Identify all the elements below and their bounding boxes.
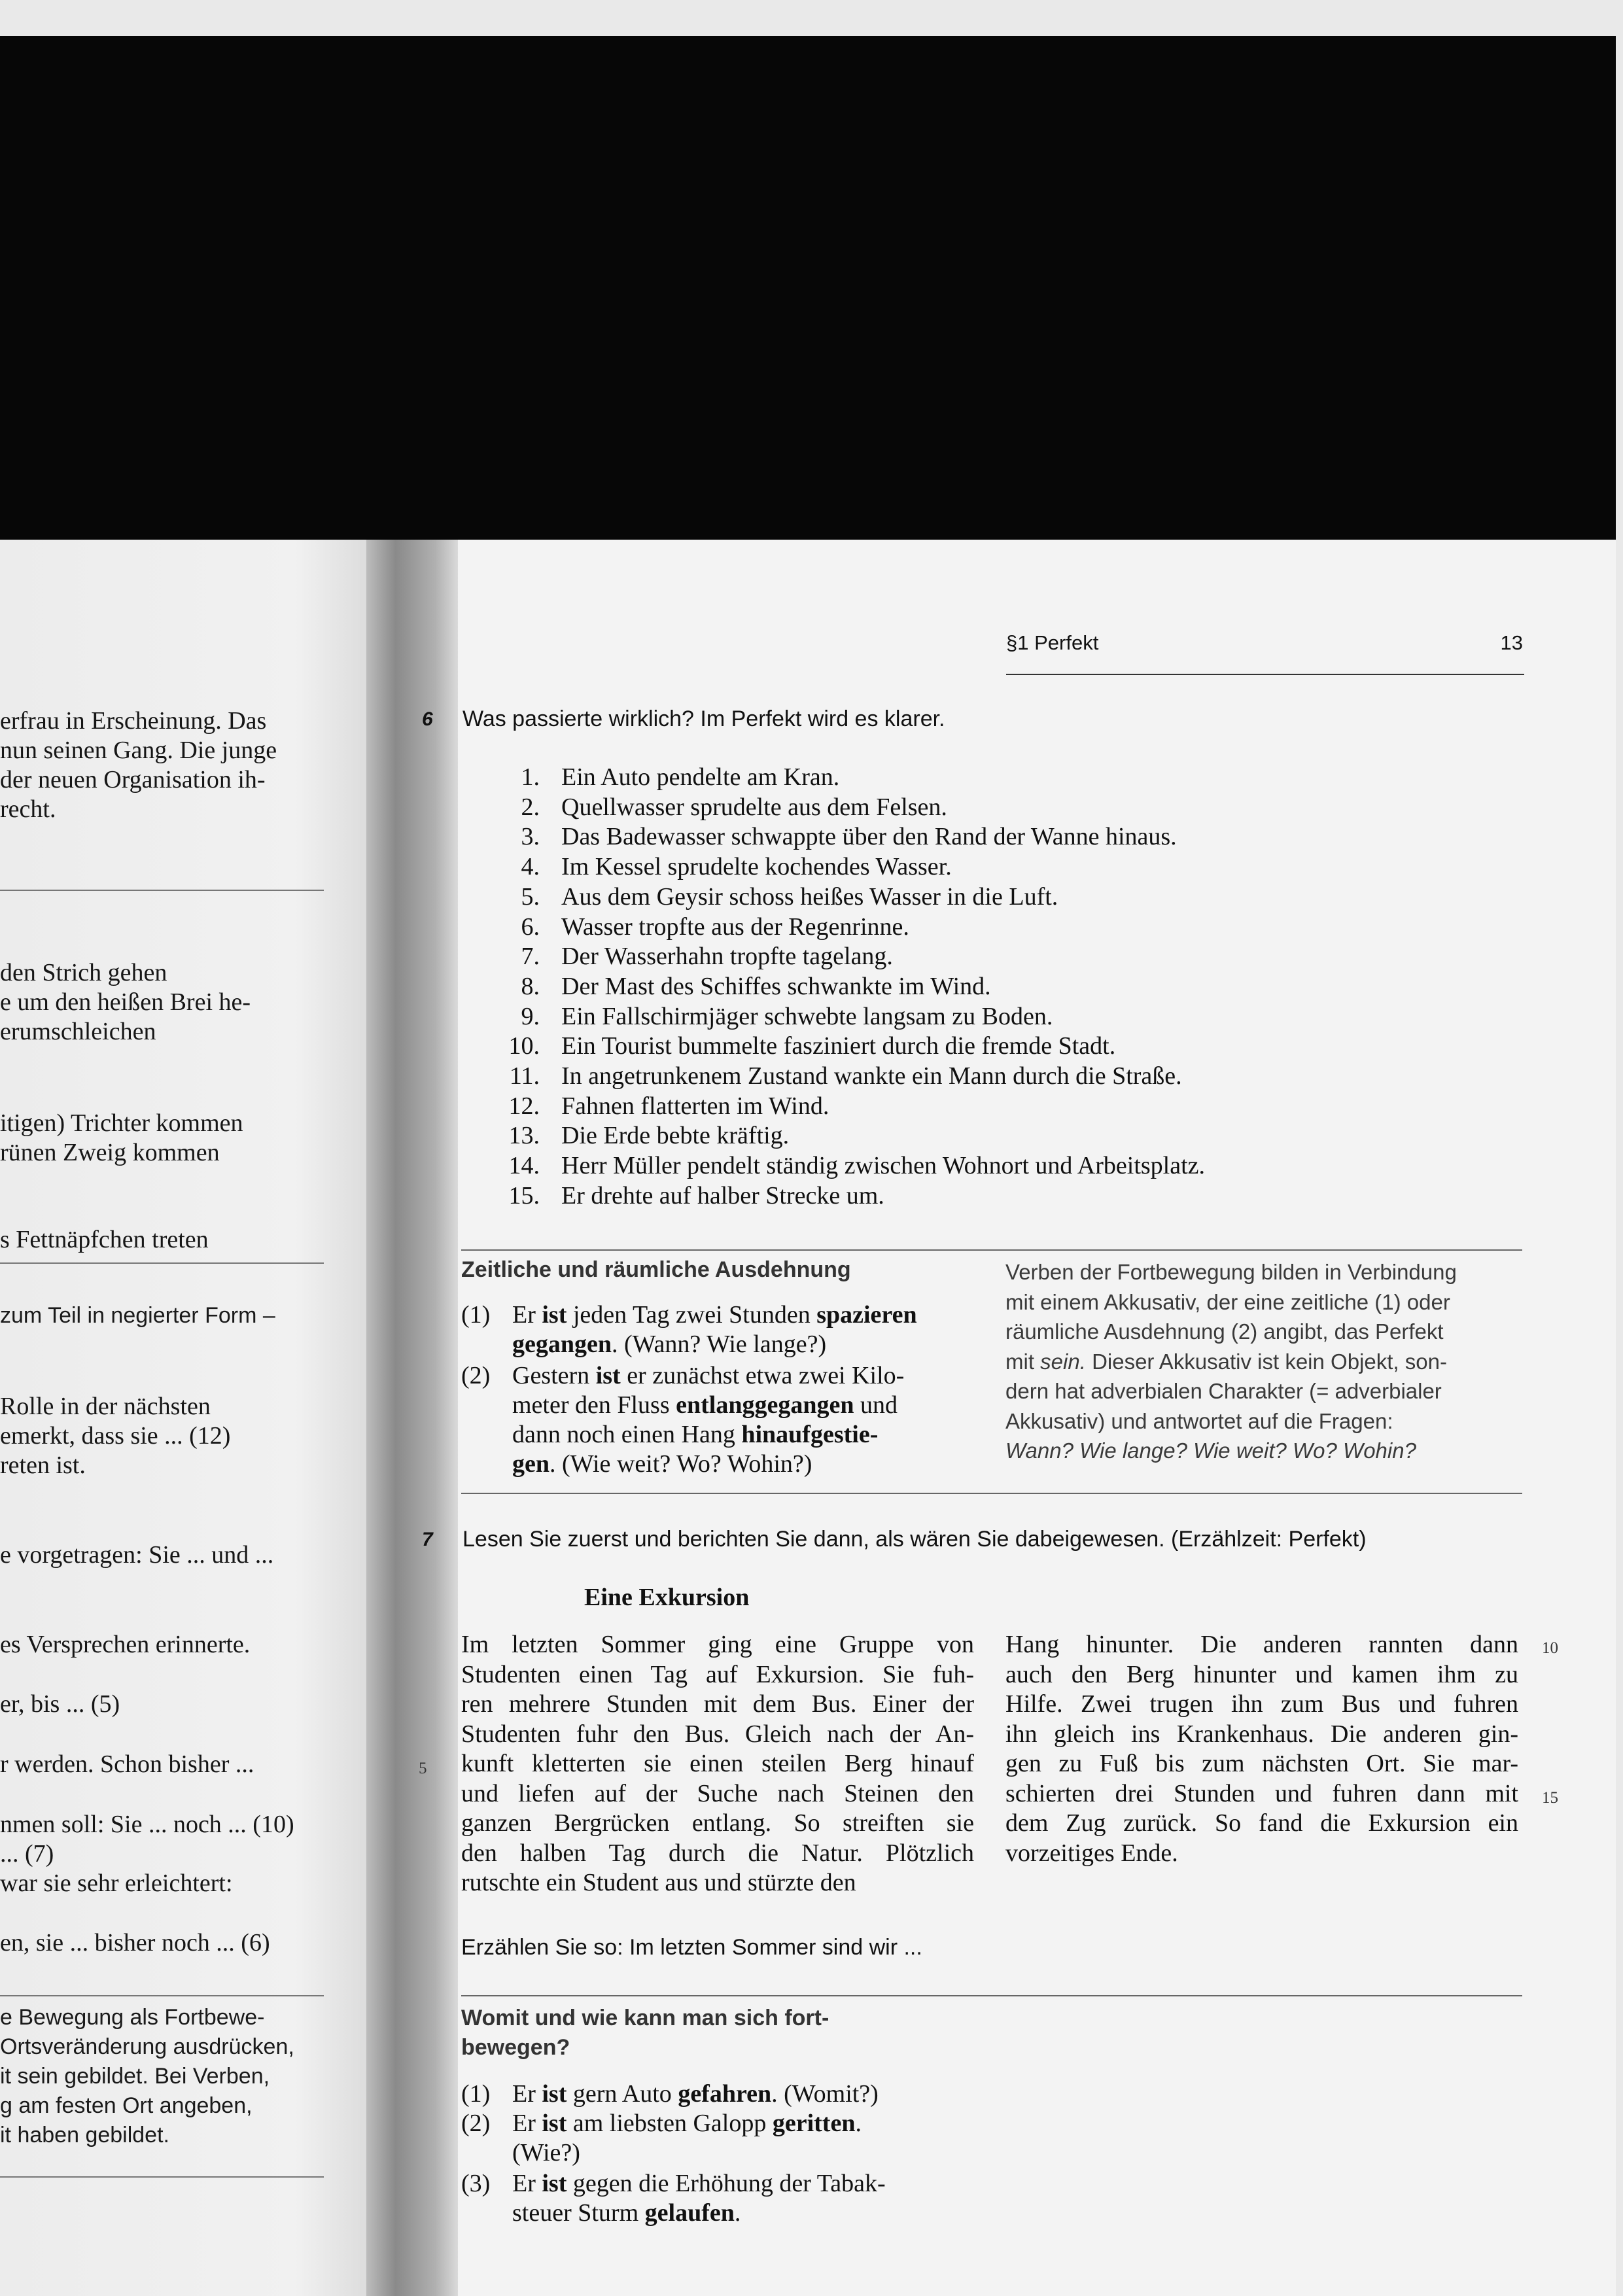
story-line: Im letzten Sommer ging eine Gruppe von [461,1631,974,1658]
example-line: gegangen. (Wann? Wie lange?) [512,1331,827,1358]
example-line: Gestern ist er zunächst etwa zwei Kilo- [512,1362,905,1389]
left-page-line: itigen) Trichter kommen [0,1109,243,1137]
left-page-line: erumschleichen [0,1018,156,1045]
left-page-line: e um den heißen Brei he- [0,988,251,1016]
example-number: (1) [461,2080,491,2108]
list-item: Im Kessel sprudelte kochendes Wasser. [561,853,952,881]
left-page-line: en, sie ... bisher noch ... (6) [0,1929,270,1957]
story-column-2 [1005,1630,1518,1868]
list-item-number: 1. [521,763,540,791]
grammar-box-top-rule [461,1995,1522,1996]
exercise-6-list [494,762,1344,1220]
section-title: §1 Perfekt [1006,631,1099,654]
story-line: Hilfe. Zwei trugen ihn zum Bus und fuhren [1005,1690,1518,1718]
example-line: Er ist gegen die Erhöhung der Tabak- [512,2170,886,2197]
grammar-box-bottom-rule [461,1493,1522,1494]
left-page-line: s Fettnäpfchen treten [0,1226,209,1253]
left-page-line: nmen soll: Sie ... noch ... (10) [0,1811,294,1838]
list-item: Der Wasserhahn tropfte tagelang. [561,943,893,971]
story-line: gen zu Fuß bis zum nächsten Ort. Sie mar- [1005,1750,1518,1777]
example-line: Er ist jeden Tag zwei Stunden spazieren [512,1301,917,1329]
exercise-number: 7 [422,1529,433,1550]
story-line: kunft kletterten sie einen steilen Berg hinauf [461,1750,974,1777]
story-line: und liefen auf der Suche nach Steinen den [461,1779,974,1807]
divider [0,890,324,891]
list-item-number: 6. [521,913,540,941]
left-page-line: erfrau in Erscheinung. Das [0,707,267,735]
example-line: (Wie?) [512,2139,580,2166]
example-line: gen. (Wie weit? Wo? Wohin?) [512,1450,812,1478]
example-number: (2) [461,1362,491,1389]
list-item: Das Badewasser schwappte über den Rand der Wanne hinaus. [561,823,1177,851]
grammar-box-title: Zeitliche und räumliche Ausdehnung [461,1257,851,1282]
book-gutter [366,540,464,2296]
left-page-line: rünen Zweig kommen [0,1139,220,1166]
list-item-number: 11. [509,1062,540,1090]
line-number: 10 [1542,1639,1558,1657]
list-item-number: 3. [521,823,540,851]
example-number: (2) [461,2110,491,2137]
story-line: dem Zug zurück. So fand die Exkursion ein [1005,1809,1518,1837]
header-rule [1006,674,1524,675]
left-page-line: it haben gebildet. [0,2123,169,2148]
example-line: dann noch einen Hang hinaufgestie- [512,1421,879,1448]
list-item: Wasser tropfte aus der Regenrinne. [561,913,909,941]
left-page-line: Rolle in der nächsten [0,1393,211,1420]
left-page-line: zum Teil in negierter Form – [0,1303,275,1328]
list-item: Quellwasser sprudelte aus dem Felsen. [561,793,947,821]
list-item-number: 12. [508,1092,540,1120]
left-page-line: Ortsveränderung ausdrücken, [0,2034,294,2059]
list-item-number: 8. [521,972,540,1000]
story-line: vorzeitiges Ende. [1005,1839,1178,1867]
story-line: rutschte ein Student aus und stürzte den [461,1869,856,1896]
story-title: Eine Exkursion [584,1584,750,1611]
left-page-line: reten ist. [0,1452,86,1479]
story-follow-up-instruction: Erzählen Sie so: Im letzten Sommer sind wir ... [461,1935,922,1960]
line-number: 5 [419,1760,427,1777]
list-item: Ein Fallschirmjäger schwebte langsam zu Boden. [561,1002,1053,1030]
left-page-line: e vorgetragen: Sie ... und ... [0,1541,274,1569]
left-page-line: it sein gebildet. Bei Verben, [0,2064,270,2089]
left-page-line: g am festen Ort angeben, [0,2093,253,2118]
example-number: (3) [461,2170,491,2197]
list-item-number: 10. [508,1032,540,1060]
story-line: Studenten einen Tag auf Exkursion. Sie fuh- [461,1660,974,1688]
left-page-line: war sie sehr erleichtert: [0,1870,233,1897]
list-item: Er drehte auf halber Strecke um. [561,1181,884,1209]
left-page-line: der neuen Organisation ih- [0,766,266,793]
list-item: Der Mast des Schiffes schwankte im Wind. [561,972,991,1000]
story-line: Studenten fuhr den Bus. Gleich nach der An- [461,1720,974,1748]
left-page-line: e Bewegung als Fortbewe- [0,2005,265,2030]
divider [0,1262,324,1264]
exercise-number: 6 [422,708,433,730]
grammar-examples [461,2079,978,2236]
story-column-1 [461,1630,974,1898]
left-page-line: nun seinen Gang. Die junge [0,737,277,764]
page-number: 13 [1500,631,1523,654]
story-line: den halben Tag durch die Natur. Plötzlich [461,1839,974,1867]
left-page-line: er, bis ... (5) [0,1690,120,1718]
left-page-line: emerkt, dass sie ... (12) [0,1422,231,1450]
story-line: ganzen Bergrücken entlang. So streiften sie [461,1809,974,1837]
left-page-line: recht. [0,795,56,823]
story-line: auch den Berg hinunter und kamen ihm zu [1005,1660,1518,1688]
list-item-number: 9. [521,1002,540,1030]
list-item-number: 14. [508,1152,540,1180]
divider [0,1995,324,1996]
grammar-box-top-rule [461,1249,1522,1251]
story-line: ihn gleich ins Krankenhaus. Die anderen gin- [1005,1720,1518,1748]
list-item-number: 5. [521,882,540,911]
example-line: Er ist gern Auto gefahren. (Womit?) [512,2080,879,2108]
list-item: In angetrunkenem Zustand wankte ein Mann durch die Straße. [561,1062,1182,1090]
left-page-line: ... (7) [0,1840,54,1868]
list-item: Ein Auto pendelte am Kran. [561,763,840,791]
list-item: Fahnen flatterten im Wind. [561,1092,829,1120]
left-page-line: r werden. Schon bisher ... [0,1750,254,1778]
exercise-instruction: Lesen Sie zuerst und berichten Sie dann, als wären Sie dabeigewesen. (Erzählzeit: Perfekt) [462,1527,1367,1552]
list-item-number: 2. [521,793,540,821]
list-item-number: 15. [508,1181,540,1209]
story-line: Hang hinunter. Die anderen rannten dann [1005,1631,1518,1658]
list-item: Herr Müller pendelt ständig zwischen Wohnort und Arbeitsplatz. [561,1152,1206,1180]
list-item: Aus dem Geysir schoss heißes Wasser in die Luft. [561,882,1058,911]
list-item-number: 7. [521,943,540,971]
example-line: Er ist am liebsten Galopp geritten. [512,2110,862,2137]
story-line: ren mehrere Stunden mit dem Bus. Einer der [461,1690,974,1718]
story-line: schierten drei Stunden und fuhren dann mit [1005,1779,1518,1807]
example-line: steuer Sturm gelaufen. [512,2199,741,2227]
example-line: meter den Fluss entlanggegangen und [512,1391,898,1419]
example-number: (1) [461,1301,491,1329]
left-page-line: den Strich gehen [0,959,167,986]
grammar-explanation: Verben der Fortbewegung bilden in Verbindung mit einem Akkusativ, der eine zeitliche (1) oder räumliche Ausdehnung (2) angibt, das Perfekt mit sein. Dieser Akkusativ ist kein Objekt, son- dern hat adverbialen Charakter (= adverbialer Akkusativ) und antwortet auf die Fragen: Wann? Wie lange? Wie weit? Wo? Wohin? [1005,1260,1457,1463]
list-item-number: 13. [508,1122,540,1150]
line-number: 15 [1542,1789,1558,1807]
list-item-number: 4. [521,853,540,881]
grammar-box-title: Womit und wie kann man sich fort- bewegen? [461,2006,829,2060]
list-item: Ein Tourist bummelte fasziniert durch die fremde Stadt. [561,1032,1116,1060]
dark-scan-background [0,36,1616,540]
divider [0,2176,324,2178]
list-item: Die Erde bebte kräftig. [561,1122,790,1150]
exercise-instruction: Was passierte wirklich? Im Perfekt wird es klarer. [462,706,945,731]
left-page-line: es Versprechen erinnerte. [0,1631,251,1658]
